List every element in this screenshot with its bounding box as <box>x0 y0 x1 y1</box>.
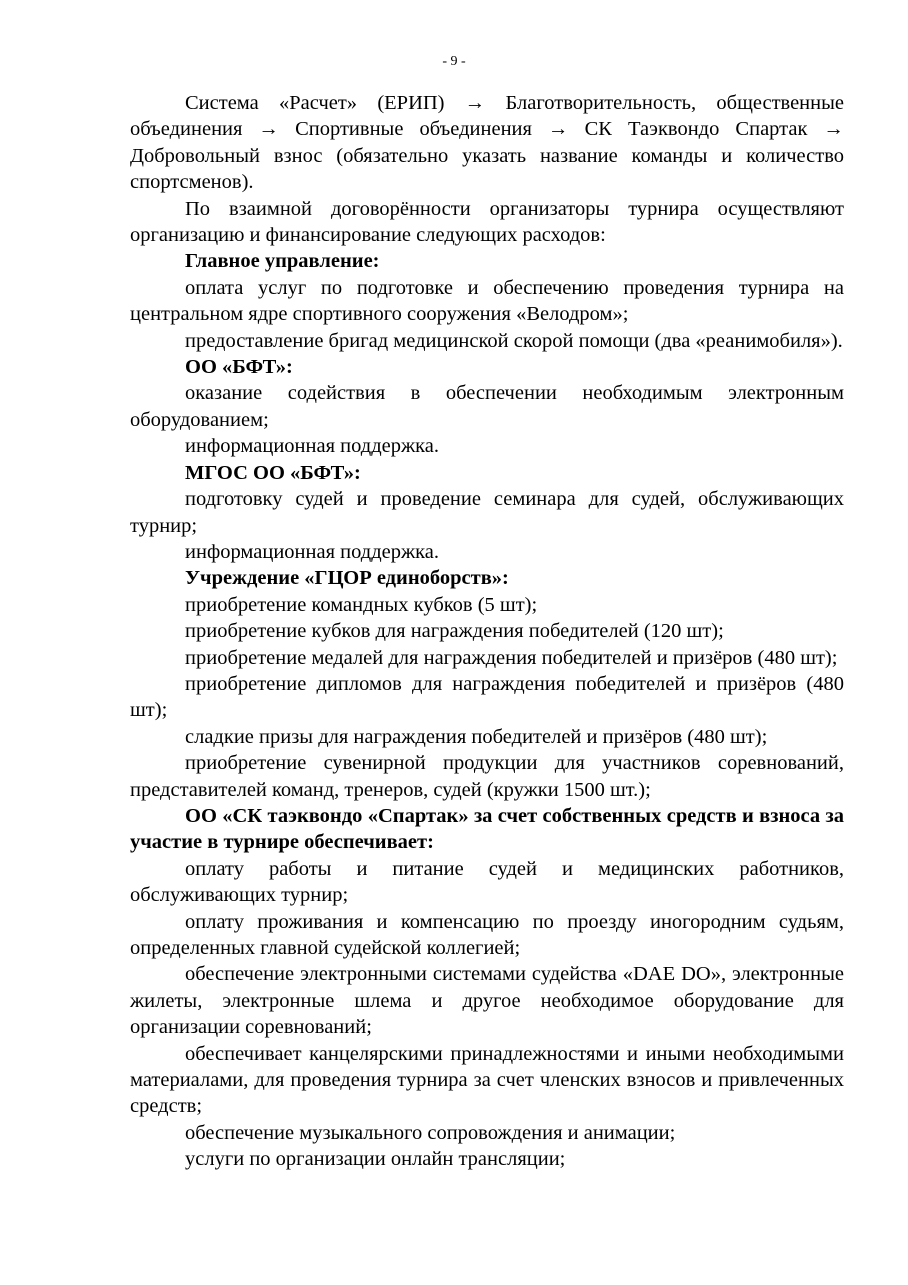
list-item: услуги по организации онлайн трансляции; <box>185 1148 566 1171</box>
list-item: оплату проживания и компенсацию по проезду иногородним судьям, определенных главной судейской коллегией; <box>130 910 844 959</box>
list-item: обеспечение музыкального сопровождения и анимации; <box>185 1121 676 1144</box>
list-item: приобретение дипломов для награждения победителей и призёров (480 шт); <box>130 672 844 722</box>
list-item: сладкие призы для награждения победителей и призёров (480 шт); <box>185 725 768 748</box>
list-item: оплату работы и питание судей и медицинских работников, обслуживающих турнир; <box>130 857 844 907</box>
list-item: информационная поддержка. <box>185 435 440 458</box>
document-body <box>130 90 844 1173</box>
page-number: - 9 - <box>442 54 466 69</box>
list-item: информационная поддержка. <box>185 540 440 563</box>
heading-sk-spartak: ОО «СК таэквондо «Спартак» за счет собственных средств и взноса за участие в турнире обеспечивает: <box>130 804 844 854</box>
heading-bft: ОО «БФТ»: <box>185 356 293 379</box>
heading-main-directorate: Главное управление: <box>185 250 380 273</box>
list-item: оказание содействия в обеспечении необходимым электронным оборудованием; <box>130 382 844 431</box>
list-item: приобретение медалей для награждения победителей и призёров (480 шт); <box>185 646 838 669</box>
list-item: обеспечение электронными системами судейства «DAE DO», электронные жилеты, электронные шлема и другое необходимое оборудование для организации соревнований; <box>130 963 844 1039</box>
paragraph-payment-path: Система «Расчет» (ЕРИП) → Благотворительность, общественные объединения → Спортивные объединения → СК Таэквондо Спартак → Добровольный взнос (обязательно указать название команды и количество спортсменов). <box>130 92 844 194</box>
paragraph-expenses-intro: По взаимной договорённости организаторы турнира осуществляют организацию и финансирование следующих расходов: <box>130 197 844 247</box>
heading-mgos-bft: МГОС ОО «БФТ»: <box>185 461 361 484</box>
heading-gtsor: Учреждение «ГЦОР единоборств»: <box>185 567 509 590</box>
list-item: приобретение кубков для награждения победителей (120 шт); <box>185 620 724 643</box>
list-item: обеспечивает канцелярскими принадлежностями и иными необходимыми материалами, для проведения турнира за счет членских взносов и привлеченных средств; <box>130 1042 844 1118</box>
list-item: приобретение сувенирной продукции для участников соревнований, представителей команд, тренеров, судей (кружки 1500 шт.); <box>130 752 844 801</box>
list-item: подготовку судей и проведение семинара для судей, обслуживающих турнир; <box>130 488 844 537</box>
list-item: приобретение командных кубков (5 шт); <box>185 593 538 616</box>
list-item: предоставление бригад медицинской скорой помощи (два «реанимобиля»). <box>185 329 843 352</box>
list-item: оплата услуг по подготовке и обеспечению проведения турнира на центральном ядре спортивного сооружения «Велодром»; <box>130 276 844 326</box>
